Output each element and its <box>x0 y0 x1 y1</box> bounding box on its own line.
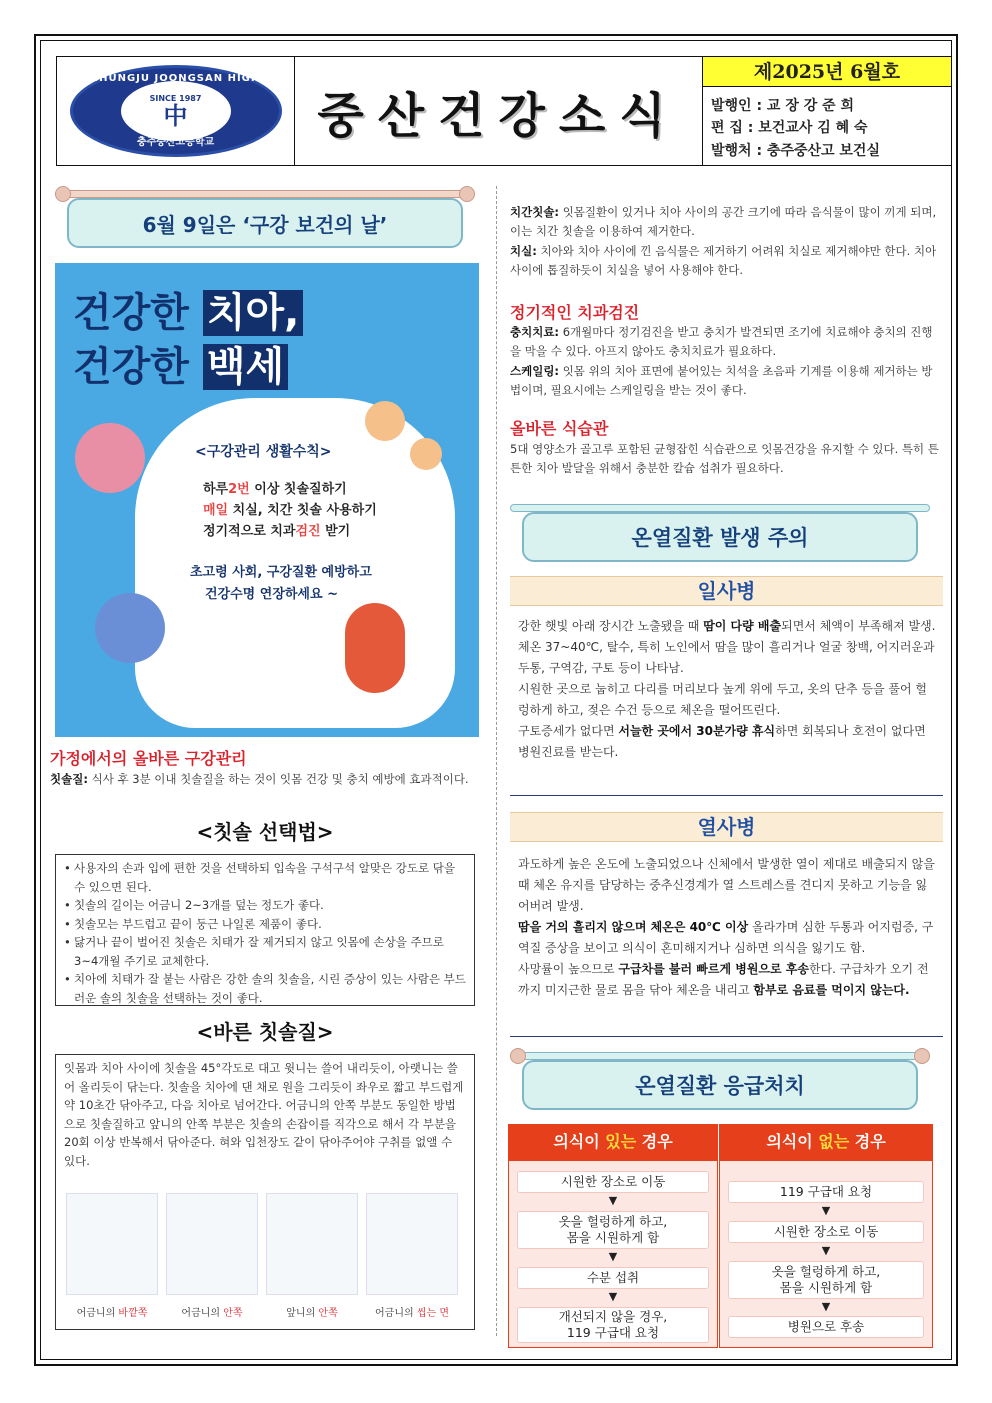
child-figure-icon <box>410 438 442 470</box>
unconscious-step-2: 시원한 장소로 이동 <box>728 1221 924 1243</box>
sunstroke-title: 일사병 <box>510 576 943 606</box>
logo-since: SINCE 1987 <box>149 93 202 103</box>
banner-rod <box>55 190 475 198</box>
unconscious-header: 의식이 없는 경우 <box>719 1124 933 1160</box>
logo-top-text: CHUNGJU JOONGSAN HIGH SCHOOL <box>90 73 261 95</box>
parent-figure-icon <box>365 401 405 441</box>
cavity-paragraph: 충치치료: 6개월마다 정기검진을 받고 충치가 발견되면 조기에 치료해야 충치의 진행을 막을 수 있다. 아프지 않아도 충치치료가 필요하다. <box>510 325 933 358</box>
arrow-down-icon: ▼ <box>821 1244 831 1257</box>
newsletter-title: 중산건강소식 <box>317 87 680 144</box>
conscious-step-3: 수분 섭취 <box>517 1267 709 1289</box>
newsletter-header <box>56 56 952 166</box>
sunstroke-p1: 강한 햇빛 아래 장시간 노출됐을 때 땀이 다량 배출되면서 체액이 부족해져 발생. <box>518 619 936 633</box>
poster-footer-2: 건강수명 연장하세요 ~ <box>205 587 338 602</box>
arrow-down-icon: ▼ <box>821 1204 831 1217</box>
heatstroke-body <box>518 854 938 1001</box>
conscious-header: 의식이 있는 경우 <box>508 1124 718 1160</box>
school-logo <box>70 65 282 157</box>
arrow-down-icon: ▼ <box>821 1300 831 1313</box>
poster-headline-2: 건강한 백세 <box>73 335 288 392</box>
poster-subtitle: <구강관리 생활수칙> <box>195 444 332 460</box>
arrow-down-icon: ▼ <box>608 1290 618 1303</box>
checkup-title: 정기적인 치과검진 <box>510 303 640 322</box>
oral-health-poster <box>55 263 479 737</box>
sunstroke-body <box>518 616 938 763</box>
poster-rule-1: 하루2번 이상 칫솔질하기 <box>203 482 347 497</box>
banner-ring-left <box>55 186 71 202</box>
conscious-step-1: 시원한 장소로 이동 <box>517 1171 709 1193</box>
logo-mark: 中 <box>163 101 188 130</box>
publisher-line: 발행인 : 교 장 강 준 희 <box>711 98 855 114</box>
arrow-down-icon: ▼ <box>608 1250 618 1263</box>
heatstroke-p3: 사망률이 높으므로 구급차를 불러 빠르게 병원으로 후송한다. 구급차가 오기 전까지 미지근한 물로 몸을 닦아 체온을 내리고 함부로 음료를 먹이지 않는다. <box>518 962 929 997</box>
step-caption-2: 어금니의 안쪽 <box>181 1308 243 1319</box>
conscious-step-4: 개선되지 않을 경우, 119 구급대 요청 <box>517 1307 709 1343</box>
dental-chair-icon <box>75 423 145 493</box>
editor-line: 편 집 : 보건교사 김 혜 숙 <box>711 120 868 136</box>
section-divider <box>510 795 943 796</box>
sunstroke-p4: 구토증세가 없다면 서늘한 곳에서 30분가량 휴식하면 회복되나 호전이 없다면 병원진료를 받는다. <box>518 724 926 759</box>
step-caption-1: 어금니의 바깥쪽 <box>76 1308 148 1319</box>
heatstroke-p1: 과도하게 높은 온도에 노출되었으나 신체에서 발생한 열이 제대로 배출되지 않을 때 체온 유지를 담당하는 중추신경계가 열 스트레스를 견디지 못하고 기능을 잃어버려 발생. <box>518 857 935 913</box>
brushing-step-image-4 <box>366 1193 458 1295</box>
arrow-down-icon: ▼ <box>608 1194 618 1207</box>
brushing-heading: <바른 칫솔질> <box>196 1020 334 1044</box>
office-line: 발행처 : 충주중산고 보건실 <box>711 143 880 159</box>
issue-label: 제2025년 6월호 <box>703 57 951 87</box>
brushing-step-image-3 <box>266 1193 358 1295</box>
banner-title: 온열질환 발생 주의 <box>522 512 918 562</box>
banner-ring-right <box>914 1048 930 1064</box>
section-divider <box>510 1036 943 1037</box>
interdental-brush-paragraph: 치간칫솔: 잇몸질환이 있거나 치아 사이의 공간 크기에 따라 음식물이 많이 끼게 되며, 이는 치간 칫솔을 이용하여 제거한다. <box>510 205 937 238</box>
poster-headline-1: 건강한 치아, <box>73 281 303 338</box>
oral-health-banner <box>55 186 475 248</box>
first-aid-banner <box>510 1048 930 1110</box>
brushing-step-image-1 <box>66 1193 158 1295</box>
banner-title: 6월 9일은 ‘구강 보건의 날’ <box>67 198 463 248</box>
banner-ring-right <box>459 186 475 202</box>
unconscious-step-3: 옷을 헐렁하게 하고, 몸을 시원하게 함 <box>728 1261 924 1299</box>
list-item: • 칫솔모는 부드럽고 끝이 둥근 나일론 제품이 좋다. <box>62 915 468 934</box>
title-cell <box>295 57 703 165</box>
info-cell <box>703 57 951 165</box>
poster-footer-1: 초고령 사회, 구강질환 예방하고 <box>190 565 372 580</box>
diet-title: 올바른 식습관 <box>510 419 609 438</box>
diet-paragraph: 5대 영양소가 골고루 포함된 균형잡힌 식습관으로 잇몸건강을 유지할 수 있다. 특히 튼튼한 치아 발달을 위해서 충분한 칼슘 섭취가 필요하다. <box>510 442 939 475</box>
floss-paragraph: 치실: 치아와 치아 사이에 낀 음식물은 제거하기 어려워 치실로 제거해야만 한다. 치아 사이에 톱질하듯이 치실을 넣어 사용해야 한다. <box>510 244 937 277</box>
step-caption-3: 앞니의 안쪽 <box>286 1308 338 1319</box>
scaling-paragraph: 스케일링: 잇몸 위의 치아 표면에 붙어있는 치석을 초음파 기계를 이용해 제거하는 방법이며, 필요시에는 스케일링을 받는 것이 좋다. <box>510 364 933 397</box>
brushing-step-image-2 <box>166 1193 258 1295</box>
logo-cell <box>57 57 295 165</box>
toothbrush-paragraph: 칫솔질: 식사 후 3분 이내 칫솔질을 하는 것이 잇몸 건강 및 충치 예방에 효과적이다. <box>50 772 469 786</box>
heat-illness-banner <box>510 500 930 562</box>
toothbrush-selection-heading: <칫솔 선택법> <box>196 820 334 844</box>
banner-rod <box>510 504 930 512</box>
banner-title: 온열질환 응급처치 <box>522 1060 918 1110</box>
conscious-step-2: 옷을 헐렁하게 하고, 몸을 시원하게 함 <box>517 1211 709 1249</box>
brushing-paragraph: 잇몸과 치아 사이에 칫솔을 45°각도로 대고 윗니는 쓸어 내리듯이, 아랫니는 쓸어 올리듯이 닦는다. 칫솔을 치아에 댄 채로 원을 그리듯이 좌우로 짧고 부드럽게 약 10초간 닦아주고, 다음 치아로 넘어간다. 어금니의 안쪽 부분도 동일한 방법으로 칫솔질하고 앞니의 안쪽 부분은 칫솔의 손잡이를 직각으로 해서 각 부분을 20회 이상 반복해서 닦아준다. 혀와 입천장도 같이 닦아주어야 구취를 없앨 수 있다. <box>64 1061 464 1168</box>
unconscious-steps <box>719 1160 933 1348</box>
banner-ring-left <box>510 1048 526 1064</box>
banner-rod <box>510 1052 930 1060</box>
heatstroke-p2: 땀을 거의 흘리지 않으며 체온은 40℃ 이상 올라가며 심한 두통과 어지럼증, 구역질 증상을 보이고 의식이 혼미해지거나 심하면 의식을 잃기도 함. <box>518 920 934 955</box>
list-item: • 닳거나 끝이 벌어진 칫솔은 치태가 잘 제거되지 않고 잇몸에 손상을 주므로 3~4개월 주기로 교체한다. <box>62 933 468 970</box>
conscious-steps <box>508 1160 718 1348</box>
poster-rule-2: 매일 치실, 치간 칫솔 사용하기 <box>203 503 377 518</box>
sunstroke-p3: 시원한 곳으로 눕히고 다리를 머리보다 높게 위에 두고, 옷의 단추 등을 풀어 헐렁하게 하고, 젖은 수건 등으로 체온을 떨어뜨린다. <box>518 682 927 717</box>
toothbrush-selection-box <box>55 854 475 1006</box>
step-caption-4: 어금니의 씹는 면 <box>375 1308 449 1319</box>
list-item: • 치아에 치태가 잘 붙는 사람은 강한 솔의 칫솔을, 시린 증상이 있는 사람은 부드러운 솔의 칫솔을 선택하는 것이 좋다. <box>62 970 468 1007</box>
logo-bottom-text: 충주중산고등학교 <box>136 137 215 148</box>
poster-rule-3: 정기적으로 치과검진 받기 <box>203 524 351 539</box>
selection-list <box>62 859 468 1007</box>
heatstroke-title: 열사병 <box>510 812 943 842</box>
dentist-icon <box>95 593 165 663</box>
column-divider <box>496 186 497 1336</box>
unconscious-step-1: 119 구급대 요청 <box>728 1181 924 1203</box>
unconscious-step-4: 병원으로 후송 <box>728 1316 924 1338</box>
grandmother-icon <box>345 603 405 693</box>
list-item: • 사용자의 손과 입에 편한 것을 선택하되 입속을 구석구석 알맞은 강도로 닦을 수 있으면 된다. <box>62 859 468 896</box>
sunstroke-p2: 체온 37~40℃, 탈수, 특히 노인에서 땀을 많이 흘리거나 얼굴 창백, 어지러운과 두통, 구역감, 구토 등이 나타남. <box>518 640 935 675</box>
home-care-title: 가정에서의 올바른 구강관리 <box>50 749 247 768</box>
list-item: • 칫솔의 길이는 어금니 2~3개를 덮는 정도가 좋다. <box>62 896 468 915</box>
